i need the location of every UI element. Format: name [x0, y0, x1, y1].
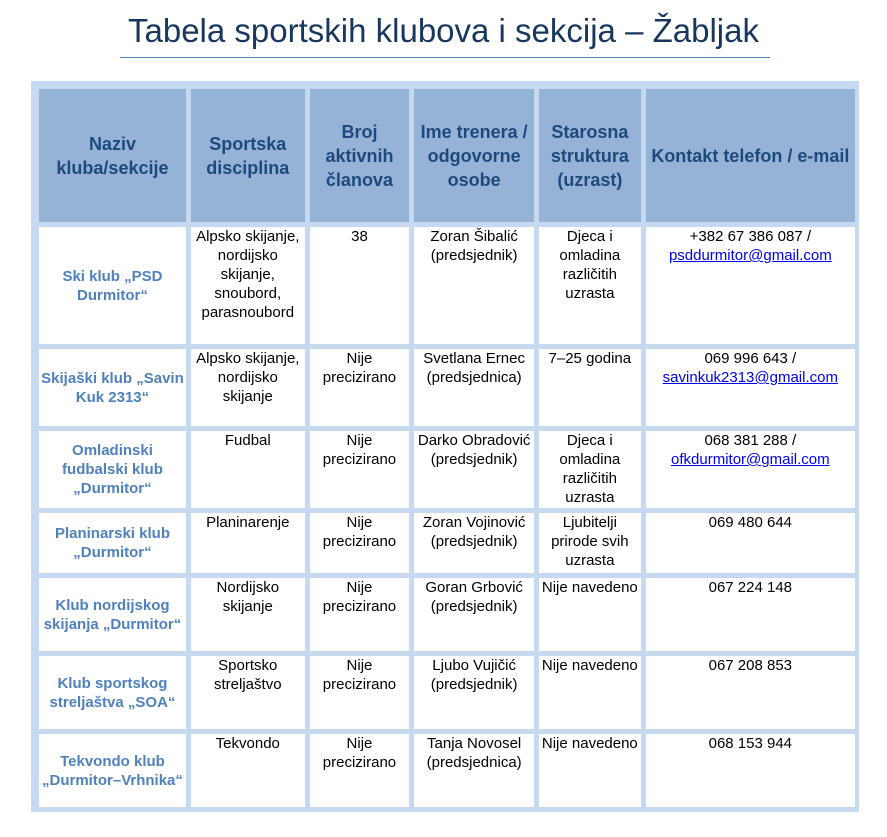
- club-contact: [646, 513, 855, 573]
- table-row: [39, 227, 855, 344]
- club-discipline: Nordijsko skijanje: [191, 578, 305, 651]
- club-coach: Ljubo Vujičić (predsjednik): [414, 656, 534, 729]
- club-name: Klub nordijskog skijanja „Durmitor“: [39, 578, 186, 651]
- club-name: Planinarski klub „Durmitor“: [39, 513, 186, 573]
- club-discipline: Alpsko skijanje, nordijsko skijanje: [191, 349, 305, 426]
- club-contact: [646, 734, 855, 807]
- title-underline: [120, 57, 770, 58]
- club-members: Nije precizirano: [310, 431, 410, 508]
- club-coach: Darko Obradović (predsjednik): [414, 431, 534, 508]
- club-name: Skijaški klub „Savin Kuk 2313“: [39, 349, 186, 426]
- club-discipline: Tekvondo: [191, 734, 305, 807]
- club-discipline: Planinarenje: [191, 513, 305, 573]
- page-title: Tabela sportskih klubova i sekcija – Žabljak: [128, 12, 759, 49]
- club-age: Nije navedeno: [539, 578, 641, 651]
- club-contact: [646, 227, 855, 344]
- club-discipline: Sportsko streljaštvo: [191, 656, 305, 729]
- club-members: Nije precizirano: [310, 513, 410, 573]
- table-row: [39, 656, 855, 729]
- club-contact: [646, 656, 855, 729]
- club-age: 7–25 godina: [539, 349, 641, 426]
- club-phone: 068 153 944: [708, 735, 793, 752]
- club-name: Ski klub „PSD Durmitor“: [39, 227, 186, 344]
- club-members: Nije precizirano: [310, 349, 410, 426]
- club-coach: Zoran Vojinović (predsjednik): [414, 513, 534, 573]
- club-email-link[interactable]: ofkdurmitor@gmail.com: [671, 451, 830, 468]
- club-email-link[interactable]: savinkuk2313@gmail.com: [662, 369, 838, 386]
- club-members: Nije precizirano: [310, 734, 410, 807]
- club-phone: 067 208 853: [708, 657, 793, 674]
- header-kontakt: Kontakt telefon / e-mail: [646, 89, 855, 222]
- club-contact: [646, 578, 855, 651]
- club-phone: +382 67 386 087 /: [689, 228, 812, 245]
- clubs-table: [34, 84, 860, 812]
- club-coach: Zoran Šibalić (predsjednik): [414, 227, 534, 344]
- club-name: Tekvondo klub „Durmitor–Vrhnika“: [39, 734, 186, 807]
- club-members: Nije precizirano: [310, 578, 410, 651]
- club-phone: 069 996 643 /: [704, 350, 797, 367]
- club-phone: 068 381 288 /: [704, 432, 797, 449]
- club-age: Djeca i omladina različitih uzrasta: [539, 431, 641, 508]
- club-age: Ljubitelji prirode svih uzrasta: [539, 513, 641, 573]
- club-contact: [646, 431, 855, 508]
- header-uzrast: Starosna struktura (uzrast): [539, 89, 641, 222]
- header-broj: Broj aktivnih članova: [310, 89, 410, 222]
- table-row: [39, 431, 855, 508]
- table-row: [39, 349, 855, 426]
- club-coach: Svetlana Ernec (predsjednica): [414, 349, 534, 426]
- club-members: Nije precizirano: [310, 656, 410, 729]
- header-disciplina: Sportska disciplina: [191, 89, 305, 222]
- club-phone: 069 480 644: [708, 514, 793, 531]
- club-email-link[interactable]: psddurmitor@gmail.com: [668, 247, 832, 264]
- club-phone: 067 224 148: [708, 579, 793, 596]
- club-discipline: Fudbal: [191, 431, 305, 508]
- table-row: [39, 513, 855, 573]
- club-coach: Tanja Novosel (predsjednica): [414, 734, 534, 807]
- club-members: 38: [310, 227, 410, 344]
- club-age: Djeca i omladina različitih uzrasta: [539, 227, 641, 344]
- club-contact: [646, 349, 855, 426]
- table-row: [39, 578, 855, 651]
- club-age: Nije navedeno: [539, 656, 641, 729]
- club-name: Klub sportskog streljaštva „SOA“: [39, 656, 186, 729]
- clubs-table-frame: [31, 81, 859, 812]
- header-naziv: Naziv kluba/sekcije: [39, 89, 186, 222]
- table-row: [39, 734, 855, 807]
- club-coach: Goran Grbović (predsjednik): [414, 578, 534, 651]
- table-header-row: [39, 89, 855, 222]
- club-discipline: Alpsko skijanje, nordijsko skijanje, snoubord, parasnoubord: [191, 227, 305, 344]
- club-age: Nije navedeno: [539, 734, 641, 807]
- header-trener: Ime trenera / odgovorne osobe: [414, 89, 534, 222]
- club-name: Omladinski fudbalski klub „Durmitor“: [39, 431, 186, 508]
